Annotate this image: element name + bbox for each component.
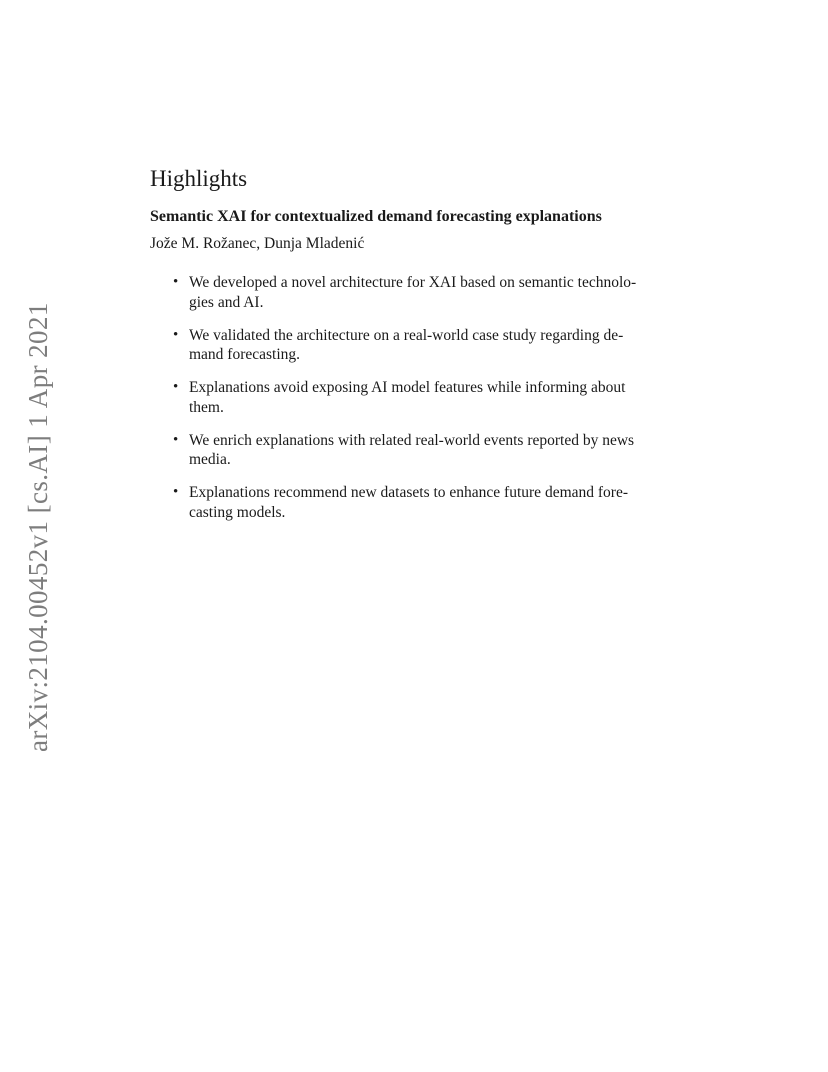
paper-authors: Jože M. Rožanec, Dunja Mladenić	[150, 235, 365, 252]
highlight-line: them.	[189, 398, 224, 416]
highlight-item	[150, 326, 680, 365]
paper-title: Semantic XAI for contextualized demand forecasting explanations	[150, 208, 602, 225]
highlight-item	[150, 273, 680, 312]
arxiv-identifier-text: arXiv:2104.00452v1 [cs.AI] 1 Apr 2021	[23, 302, 53, 752]
highlight-line: We developed a novel architecture for XAI based on semantic technolo-	[189, 274, 637, 291]
highlights-list	[150, 273, 680, 522]
highlight-line: We enrich explanations with related real-world events reported by news	[189, 431, 635, 449]
highlight-line: Explanations avoid exposing AI model features while informing about	[189, 379, 626, 396]
highlight-line: Explanations recommend new datasets to enhance future demand fore-	[189, 484, 628, 501]
bullet-icon: •	[173, 484, 179, 500]
highlight-item	[150, 483, 680, 522]
highlights-section	[150, 164, 680, 536]
arxiv-identifier-stamp	[18, 300, 58, 752]
section-heading: Highlights	[150, 166, 248, 191]
bullet-icon: •	[173, 274, 179, 290]
highlight-line: mand forecasting.	[189, 346, 301, 363]
highlight-line: We validated the architecture on a real-world case study regarding de-	[189, 326, 624, 344]
highlight-line: casting models.	[189, 503, 286, 521]
highlight-item	[150, 378, 680, 417]
highlight-item	[150, 431, 680, 470]
bullet-icon: •	[173, 431, 179, 448]
bullet-icon: •	[173, 326, 179, 343]
highlight-line: media.	[189, 451, 231, 468]
bullet-icon: •	[173, 379, 179, 395]
highlight-line: gies and AI.	[189, 293, 264, 311]
